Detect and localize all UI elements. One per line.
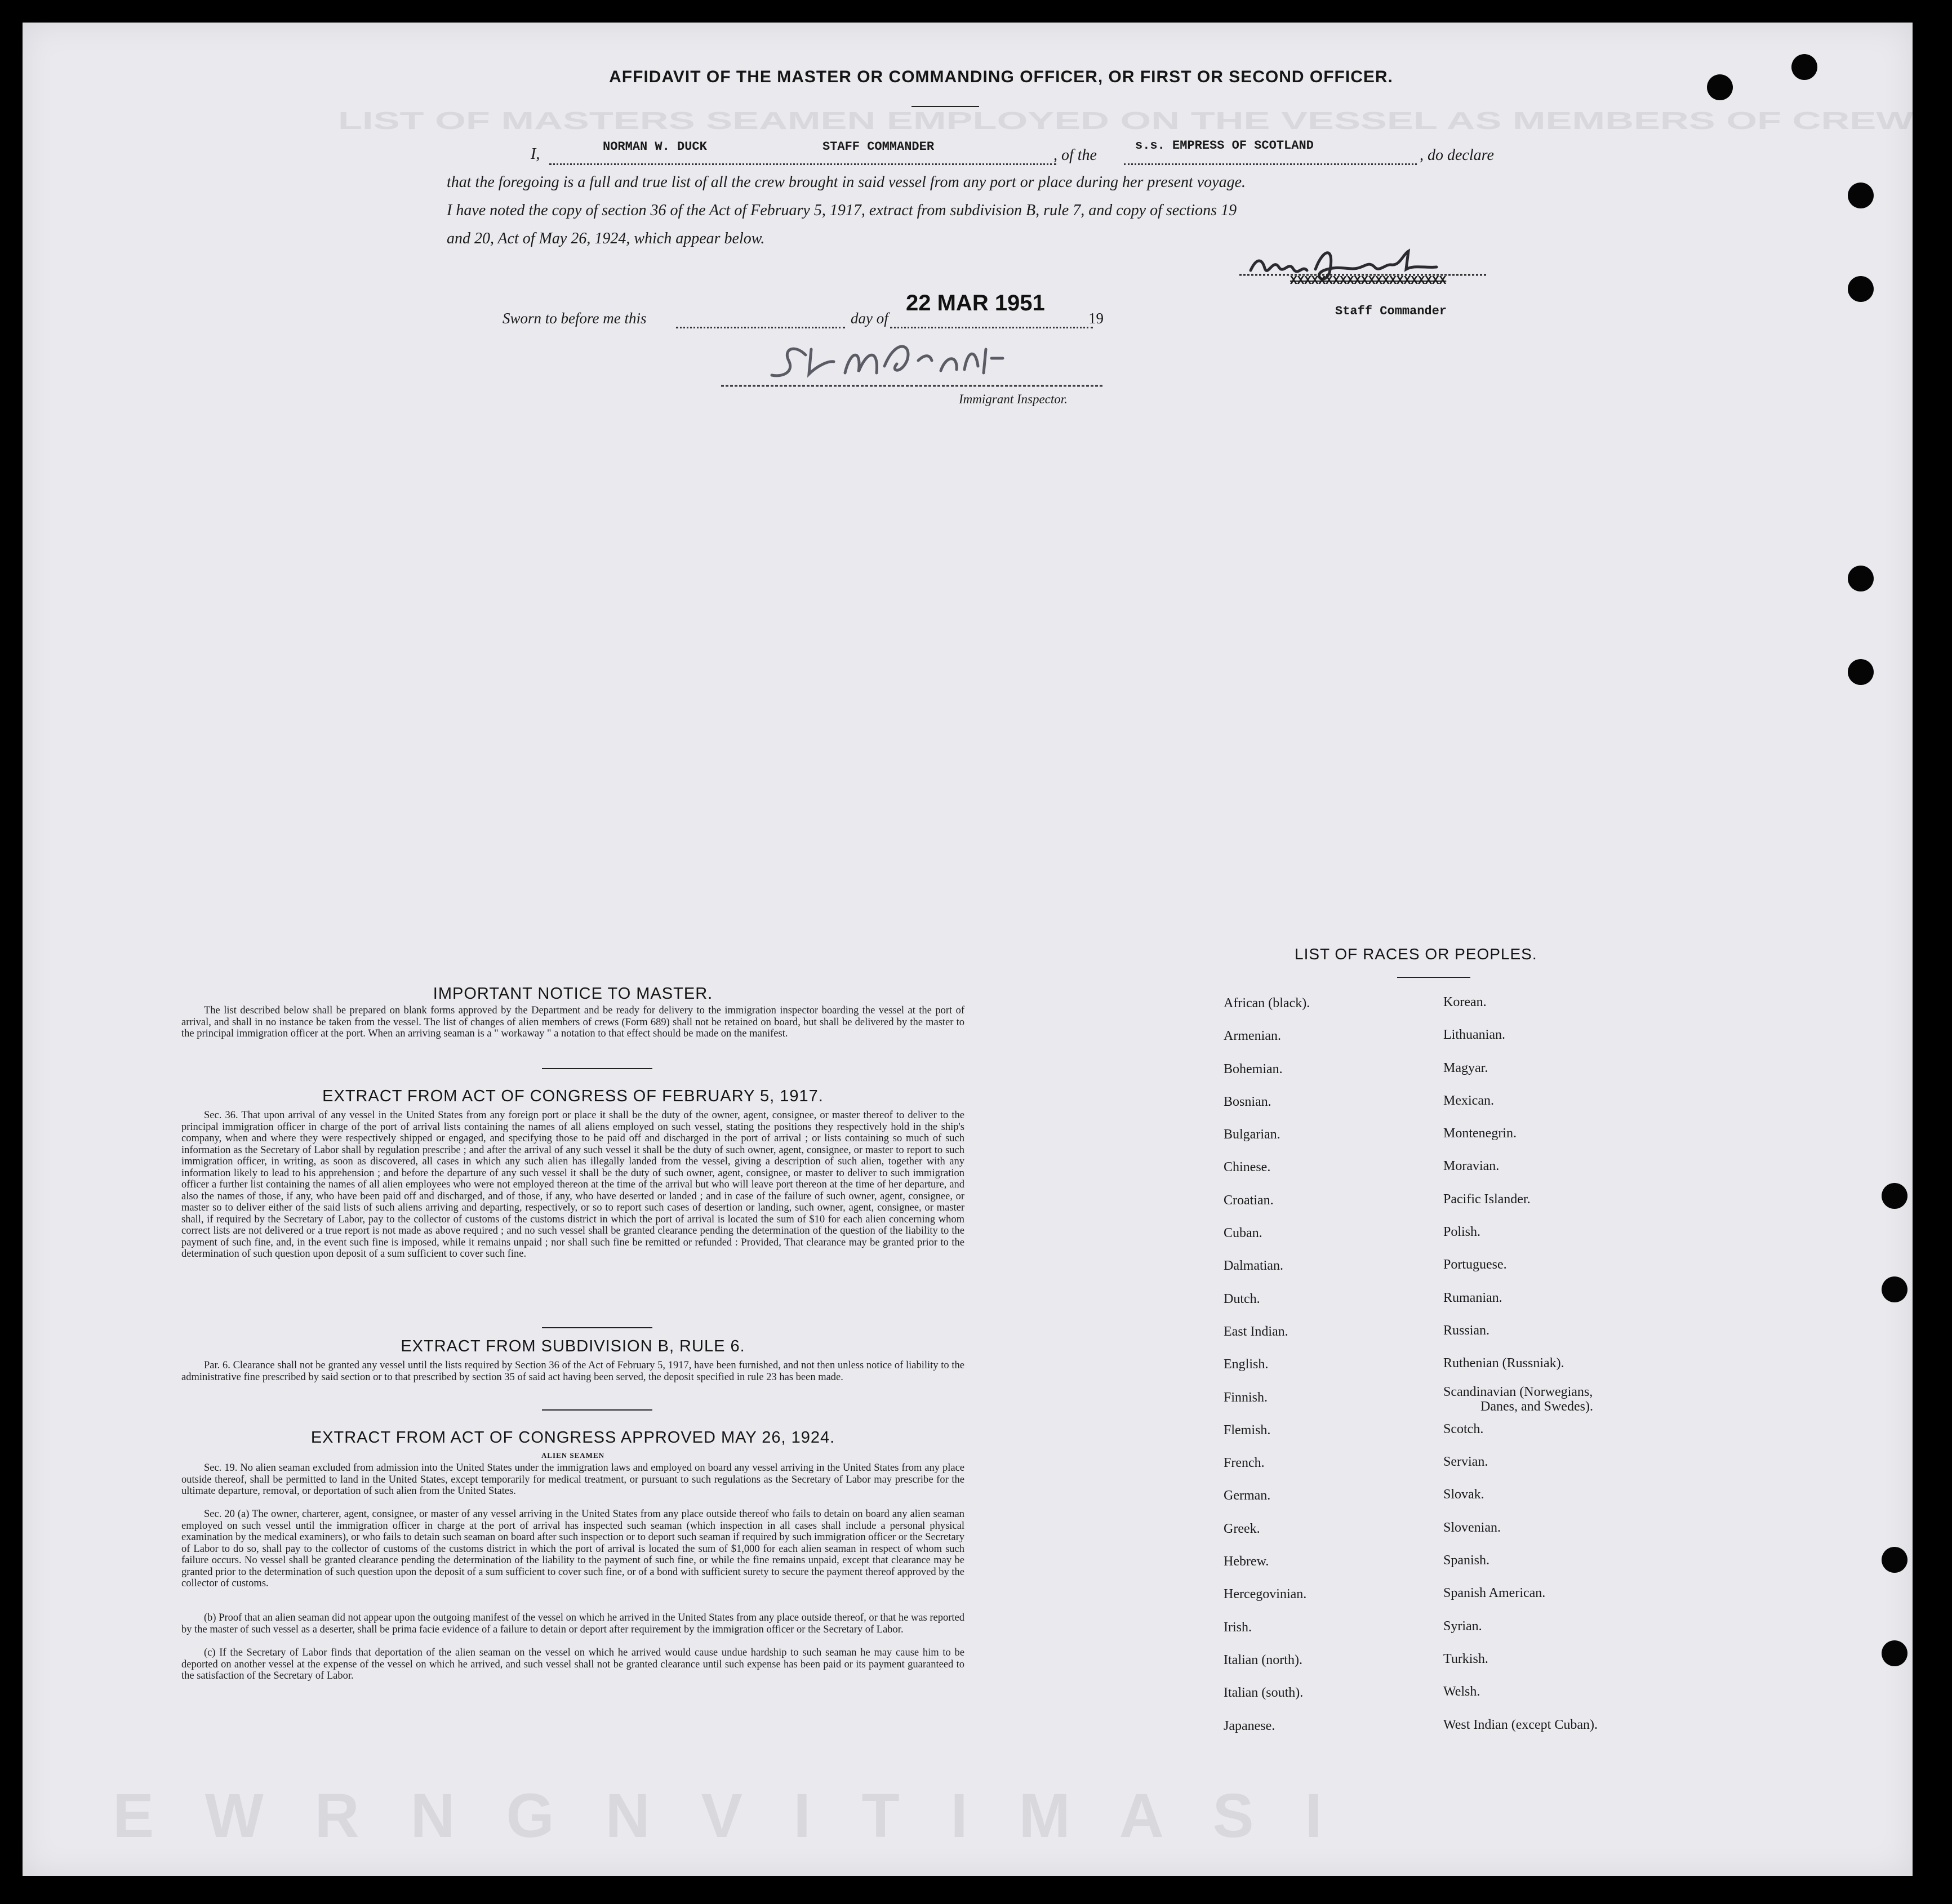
inspector-signature xyxy=(699,327,1104,389)
vessel-name: s.s. EMPRESS OF SCOTLAND xyxy=(1135,139,1314,153)
race-item: Mexican. xyxy=(1443,1093,1494,1108)
signer-title: Staff Commander xyxy=(1335,304,1447,318)
sec19-text: Sec. 19. No alien seaman excluded from admission into the United States under the immigration laws and employed on board any vessel arriving in the United States from any place outside thereof, shall be permitted to land in the United States, except temporarily for medical treatment, or pursuant to such regulations as the Secretary of Labor may prescribe for the ultimate departure, removal, or deportation of such alien from the United States. xyxy=(181,1462,964,1497)
affidavit-line-4: and 20, Act of May 26, 1924, which appear below. xyxy=(447,230,765,247)
race-item: Magyar. xyxy=(1443,1060,1488,1075)
affidavit-line-3: I have noted the copy of section 36 of the Act of February 5, 1917, extract from subdivision B, rule 7, and copy of sections 19 xyxy=(447,202,1237,219)
do-declare-label: , do declare xyxy=(1420,146,1494,164)
sec20b-text: (b) Proof that an alien seaman did not appear upon the outgoing manifest of the vessel on which he arrived in the United States from any place outside thereof, or that he was reported by the master of such vessel as a deserter, shall be prima facie evidence of a failure to detain or deport after requirement by the immigration officer or the Secretary of Labor. xyxy=(181,1612,964,1635)
race-item: West Indian (except Cuban). xyxy=(1443,1717,1598,1732)
extract-1924-heading: EXTRACT FROM ACT OF CONGRESS APPROVED MAY 26, 1924. xyxy=(310,1429,835,1447)
rule6-heading: EXTRACT FROM SUBDIVISION B, RULE 6. xyxy=(401,1337,745,1355)
race-item: Polish. xyxy=(1443,1225,1481,1240)
alien-seamen-subheading: ALIEN SEAMEN xyxy=(541,1451,605,1460)
race-item: English. xyxy=(1224,1357,1269,1372)
sec20a-text: Sec. 20 (a) The owner, charterer, agent, consignee, or master of any vessel arriving in the United States from any place outside thereof who fails to detain on board any alien seaman employed on such vessel until the immigration officer in charge at the port of arrival has inspected such seaman (which inspection in all cases shall include a personal physical examination by the medical examiners), or who fails to detain such seaman on board after such inspection or to deport such seaman if required by such immigration officer or the Secretary of Labor to do so, shall pay to the collector of customs of the customs district in which the port of arrival is located the sum of $1,000 for each alien seaman in respect of whom such failure occurs. No vessel shall be granted clearance pending the determination of the liability to the payment of such fine, or while the fine remains unpaid, except that clearance may be granted prior to the determination of such question upon the deposit of a sum sufficient to cover such fine, or of a bond with sufficient surety to secure the payment thereof approved by the collector of customs. xyxy=(181,1509,964,1589)
binder-hole xyxy=(1848,566,1874,591)
race-item: Servian. xyxy=(1443,1454,1488,1470)
race-item: Finnish. xyxy=(1224,1390,1268,1405)
race-item: Moravian. xyxy=(1443,1159,1500,1174)
vessel-line xyxy=(1124,163,1417,165)
bleed-through-text: E W R N G N V I T I M A S I xyxy=(113,1781,1339,1850)
commander-signature xyxy=(1239,235,1499,297)
race-item: Spanish. xyxy=(1443,1553,1490,1568)
race-item: Slovak. xyxy=(1443,1487,1484,1502)
race-item: Cuban. xyxy=(1224,1226,1262,1241)
race-item: Dutch. xyxy=(1224,1291,1260,1306)
race-item: Flemish. xyxy=(1224,1422,1271,1438)
sworn-label: Sworn to before me this xyxy=(503,310,647,327)
binder-hole xyxy=(1791,54,1817,80)
race-item: Pacific Islander. xyxy=(1443,1191,1531,1207)
race-item: Turkish. xyxy=(1443,1651,1488,1666)
races-heading-rule xyxy=(1397,977,1470,978)
race-item: Korean. xyxy=(1443,995,1487,1009)
races-right-column xyxy=(1443,986,1598,1741)
document-page xyxy=(23,23,1913,1876)
race-item: Irish. xyxy=(1224,1620,1252,1635)
race-item: German. xyxy=(1224,1488,1271,1503)
extract-1917-text: Sec. 36. That upon arrival of any vessel in the United States from any foreign port or place it shall be the duty of the owner, agent, consignee, or master thereof to deliver to the principal immigration officer in charge of the port of arrival lists containing the names of all aliens employed on such vessel, stating the positions they respectively hold in the ship's company, when and where they were respectively shipped or engaged, and specifying those to be paid off and discharged in the port of arrival ; or lists containing so much of such information as the Secretary of Labor shall by regulation prescribe ; and after the arrival of any such vessel it shall be the duty of such owner, agent, consignee, or master to report to such immigration officer, in writing, as soon as discovered, all cases in which any such alien has illegally landed from the vessel, giving a description of such alien, together with any information likely to lead to his apprehension ; and before the departure of any such vessel it shall be the duty of such owner, agent, consignee, or master to deliver to such immigration officer a further list containing the names of all alien employees who were not employed thereon at the time of the arrival but who will leave port thereon at the time of her departure, and also the names of those, if any, who have been paid off and discharged, and of those, if any, who have deserted or landed ; and in case of the failure of such owner, agent, consignee, or master so to deliver either of the said lists of such aliens arriving and departing, respectively, or so to report such cases of desertion or landing, such owner, agent, consignee, or master shall, if required by the Secretary of Labor, pay to the collector of customs of the customs district in which the port of arrival is located the sum of $10 for each alien concerning whom correct lists are not delivered or a true report is not made as above required ; and no such vessel shall be granted clearance pending the determination of the question of the liability to the payment of such fine, and, in the event such fine is imposed, while it remains unpaid ; nor shall such fine be remitted or refunded : Provided, That clearance may be granted prior to the determination of such question upon deposit of a sum sufficient to cover such fine. xyxy=(181,1110,964,1260)
race-item: Italian (south). xyxy=(1224,1685,1304,1701)
year-prefix: 19 xyxy=(1088,310,1104,327)
race-item: Chinese. xyxy=(1224,1160,1271,1175)
affidavit-heading: AFFIDAVIT OF THE MASTER OR COMMANDING OFFICER, OR FIRST OR SECOND OFFICER. xyxy=(609,68,1393,86)
of-the-label: , of the xyxy=(1053,146,1097,164)
notice-text: The list described below shall be prepared on blank forms approved by the Department and be ready for delivery to the immigration inspector boarding the vessel at the port of arrival, and shall in no instance be taken from the vessel. The list of changes of alien members of crews (Form 689) shall not be retained on board, but shall be delivered by the master to the principal immigration officer at the port. When an arriving seaman is a " workaway " a notation to that effect should be made on the manifest. xyxy=(181,1005,964,1039)
rule6-text: Par. 6. Clearance shall not be granted any vessel until the lists required by Section 36 of the Act of February 5, 1917, have been furnished, and not then unless notice of liability to the administrative fine prescribed by said section or to that prescribed by section 35 of said act having been served, the deposit specified in rule 23 has been made. xyxy=(181,1360,964,1383)
race-item: Hercegovinian. xyxy=(1224,1587,1307,1602)
race-item: Dalmatian. xyxy=(1224,1258,1283,1274)
race-item: Japanese. xyxy=(1224,1718,1275,1733)
races-heading: LIST OF RACES OR PEOPLES. xyxy=(1295,945,1537,963)
race-item: Bohemian. xyxy=(1224,1061,1283,1076)
struck-out-title: XXXXXXXXXXXXXXXXXXXXXX xyxy=(1290,275,1447,288)
race-item: Armenian. xyxy=(1224,1029,1281,1044)
race-item: Croatian. xyxy=(1224,1193,1274,1208)
race-item: Scotch. xyxy=(1443,1421,1484,1436)
race-item: Greek. xyxy=(1224,1521,1260,1536)
binder-hole xyxy=(1848,276,1874,302)
race-item: Hebrew. xyxy=(1224,1554,1269,1569)
day-of-label: day of xyxy=(851,310,888,327)
date-stamp: 22 MAR 1951 xyxy=(906,291,1045,315)
race-item: Spanish American. xyxy=(1443,1586,1546,1601)
affidavit-line-2: that the foregoing is a full and true list of all the crew brought in said vessel from any port or place during her present voyage. xyxy=(447,174,1246,191)
binder-hole xyxy=(1882,1183,1907,1209)
race-item: Bulgarian. xyxy=(1224,1127,1280,1142)
races-left-column xyxy=(1224,987,1310,1742)
race-item: Rumanian. xyxy=(1443,1290,1502,1305)
race-item: East Indian. xyxy=(1224,1324,1288,1339)
race-item-line: Scandinavian (Norwegians, xyxy=(1443,1384,1593,1399)
race-item: Lithuanian. xyxy=(1443,1027,1505,1043)
master-rank: STAFF COMMANDER xyxy=(822,140,935,154)
race-item: African (black). xyxy=(1224,996,1310,1011)
notice-heading: IMPORTANT NOTICE TO MASTER. xyxy=(433,985,713,1003)
binder-hole xyxy=(1848,659,1874,685)
bleed-through-text: LIST OF MASTERS SEAMEN EMPLOYED ON THE VESSEL AS MEMBERS OF CREW xyxy=(338,107,1914,135)
inspector-label: Immigrant Inspector. xyxy=(959,392,1068,406)
divider xyxy=(542,1409,652,1411)
divider xyxy=(542,1327,652,1328)
race-item: Ruthenian (Russniak). xyxy=(1443,1356,1564,1371)
binder-hole xyxy=(1882,1276,1907,1302)
race-item: Montenegrin. xyxy=(1443,1126,1517,1141)
binder-hole xyxy=(1848,183,1874,208)
sec20c-text: (c) If the Secretary of Labor finds that deportation of the alien seaman on the vessel on which he arrived would cause undue hardship to such seaman he may cause him to be deported on another vessel at the expense of the vessel on which he arrived, and such vessel shall not be granted clearance until such expense has been paid or its payment guaranteed to the satisfaction of the Secretary of Labor. xyxy=(181,1647,964,1681)
race-item xyxy=(1443,1380,1598,1413)
race-item: Russian. xyxy=(1443,1323,1490,1338)
heading-rule xyxy=(911,106,979,107)
name-line xyxy=(549,163,1056,165)
race-item: Slovenian. xyxy=(1443,1520,1501,1535)
binder-hole xyxy=(1707,74,1733,100)
race-item: Italian (north). xyxy=(1224,1652,1302,1667)
divider xyxy=(542,1068,652,1069)
extract-1917-heading: EXTRACT FROM ACT OF CONGRESS OF FEBRUARY 5, 1917. xyxy=(322,1087,824,1105)
binder-hole xyxy=(1882,1640,1907,1666)
race-item: Syrian. xyxy=(1443,1618,1482,1634)
race-item: Portuguese. xyxy=(1443,1257,1507,1273)
race-item: Bosnian. xyxy=(1224,1094,1271,1109)
race-item: French. xyxy=(1224,1456,1265,1471)
affidavit-i-label: I, xyxy=(531,145,540,163)
race-item-line: Danes, and Swedes). xyxy=(1480,1399,1593,1414)
race-item: Welsh. xyxy=(1443,1684,1480,1700)
binder-hole xyxy=(1882,1547,1907,1573)
master-name: NORMAN W. DUCK xyxy=(603,140,707,154)
